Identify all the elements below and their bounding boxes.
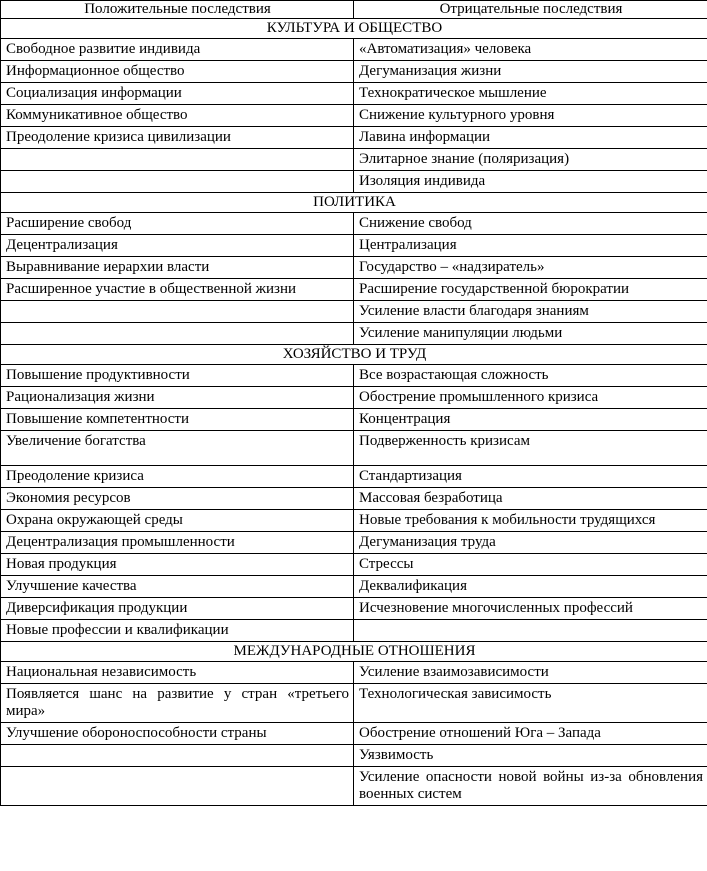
negative-cell: Стандартизация xyxy=(354,466,707,488)
table-row xyxy=(1,576,707,598)
positive-cell: Социализация информации xyxy=(1,83,354,105)
negative-cell: Новые требования к мобильности трудящихся xyxy=(354,510,707,532)
negative-cell: Концентрация xyxy=(354,409,707,431)
negative-cell: Снижение культурного уровня xyxy=(354,105,707,127)
table-row xyxy=(1,431,707,466)
positive-cell: Информационное общество xyxy=(1,61,354,83)
section-title: ПОЛИТИКА xyxy=(1,193,707,213)
negative-cell: Лавина информации xyxy=(354,127,707,149)
positive-cell xyxy=(1,301,354,323)
positive-cell: Преодоление кризиса цивилизации xyxy=(1,127,354,149)
table-row xyxy=(1,598,707,620)
section-title: КУЛЬТУРА И ОБЩЕСТВО xyxy=(1,19,707,39)
positive-cell xyxy=(1,171,354,193)
negative-cell: Технократическое мышление xyxy=(354,83,707,105)
table-row xyxy=(1,620,707,642)
negative-cell: Деквалификация xyxy=(354,576,707,598)
table-row xyxy=(1,171,707,193)
positive-cell: Диверсификация продукции xyxy=(1,598,354,620)
positive-cell: Свободное развитие индивида xyxy=(1,39,354,61)
negative-cell: Исчезновение многочисленных профессий xyxy=(354,598,707,620)
table-row xyxy=(1,257,707,279)
table-row xyxy=(1,510,707,532)
header-negative: Отрицательные последствия xyxy=(354,1,707,19)
negative-cell: Усиление взаимозависимости xyxy=(354,662,707,684)
table-row xyxy=(1,466,707,488)
positive-cell: Повышение компетентности xyxy=(1,409,354,431)
positive-cell: Экономия ресурсов xyxy=(1,488,354,510)
positive-cell: Расширенное участие в общественной жизни xyxy=(1,279,354,301)
positive-cell: Новые профессии и квалификации xyxy=(1,620,354,642)
section-title-row xyxy=(1,19,707,39)
negative-cell: Дегуманизация труда xyxy=(354,532,707,554)
table-row xyxy=(1,127,707,149)
positive-cell: Децентрализация промышленности xyxy=(1,532,354,554)
negative-cell: «Автоматизация» человека xyxy=(354,39,707,61)
table-row xyxy=(1,279,707,301)
table-row xyxy=(1,387,707,409)
table-row xyxy=(1,554,707,576)
table-row xyxy=(1,767,707,806)
section-title-row xyxy=(1,345,707,365)
table-row xyxy=(1,662,707,684)
positive-cell: Выравнивание иерархии власти xyxy=(1,257,354,279)
positive-cell: Повышение продуктивности xyxy=(1,365,354,387)
negative-cell: Подверженность кризисам xyxy=(354,431,707,466)
negative-cell: Элитарное знание (поляризация) xyxy=(354,149,707,171)
section-title: МЕЖДУНАРОДНЫЕ ОТНОШЕНИЯ xyxy=(1,642,707,662)
table-row xyxy=(1,684,707,723)
negative-cell: Обострение отношений Юга – Запада xyxy=(354,723,707,745)
positive-cell: Национальная независимость xyxy=(1,662,354,684)
positive-cell: Коммуникативное общество xyxy=(1,105,354,127)
negative-cell: Массовая безработица xyxy=(354,488,707,510)
negative-cell: Усиление власти благодаря знаниям xyxy=(354,301,707,323)
table-row xyxy=(1,723,707,745)
positive-cell: Новая продукция xyxy=(1,554,354,576)
table-row xyxy=(1,39,707,61)
section-title-row xyxy=(1,642,707,662)
positive-cell: Охрана окружающей среды xyxy=(1,510,354,532)
positive-cell: Преодоление кризиса xyxy=(1,466,354,488)
negative-cell: Технологическая зависимость xyxy=(354,684,707,723)
table-row xyxy=(1,409,707,431)
table-row xyxy=(1,213,707,235)
table-row xyxy=(1,149,707,171)
table-row xyxy=(1,105,707,127)
negative-cell xyxy=(354,620,707,642)
positive-cell xyxy=(1,323,354,345)
section-title-row xyxy=(1,193,707,213)
table-row xyxy=(1,365,707,387)
negative-cell: Все возрастающая сложность xyxy=(354,365,707,387)
positive-cell: Появляется шанс на развитие у стран «третьего мира» xyxy=(1,684,354,723)
positive-cell xyxy=(1,149,354,171)
negative-cell: Обострение промышленного кризиса xyxy=(354,387,707,409)
positive-cell xyxy=(1,745,354,767)
positive-cell xyxy=(1,767,354,806)
negative-cell: Уязвимость xyxy=(354,745,707,767)
table-row xyxy=(1,83,707,105)
negative-cell: Расширение государственной бюрократии xyxy=(354,279,707,301)
negative-cell: Изоляция индивида xyxy=(354,171,707,193)
table-row xyxy=(1,488,707,510)
negative-cell: Усиление опасности новой войны из-за обновления военных систем xyxy=(354,767,707,806)
positive-cell: Расширение свобод xyxy=(1,213,354,235)
positive-cell: Увеличение богатства xyxy=(1,431,354,466)
negative-cell: Снижение свобод xyxy=(354,213,707,235)
table-row xyxy=(1,301,707,323)
positive-cell: Улучшение качества xyxy=(1,576,354,598)
table-header-row xyxy=(1,1,707,19)
table-row xyxy=(1,532,707,554)
positive-cell: Улучшение обороноспособности страны xyxy=(1,723,354,745)
header-positive: Положительные последствия xyxy=(1,1,354,19)
table-body xyxy=(1,19,707,806)
negative-cell: Усиление манипуляции людьми xyxy=(354,323,707,345)
table-row xyxy=(1,61,707,83)
negative-cell: Централизация xyxy=(354,235,707,257)
positive-cell: Децентрализация xyxy=(1,235,354,257)
section-title: ХОЗЯЙСТВО И ТРУД xyxy=(1,345,707,365)
negative-cell: Стрессы xyxy=(354,554,707,576)
table-row xyxy=(1,745,707,767)
negative-cell: Государство – «надзиратель» xyxy=(354,257,707,279)
positive-cell: Рационализация жизни xyxy=(1,387,354,409)
table-row xyxy=(1,323,707,345)
table-row xyxy=(1,235,707,257)
negative-cell: Дегуманизация жизни xyxy=(354,61,707,83)
